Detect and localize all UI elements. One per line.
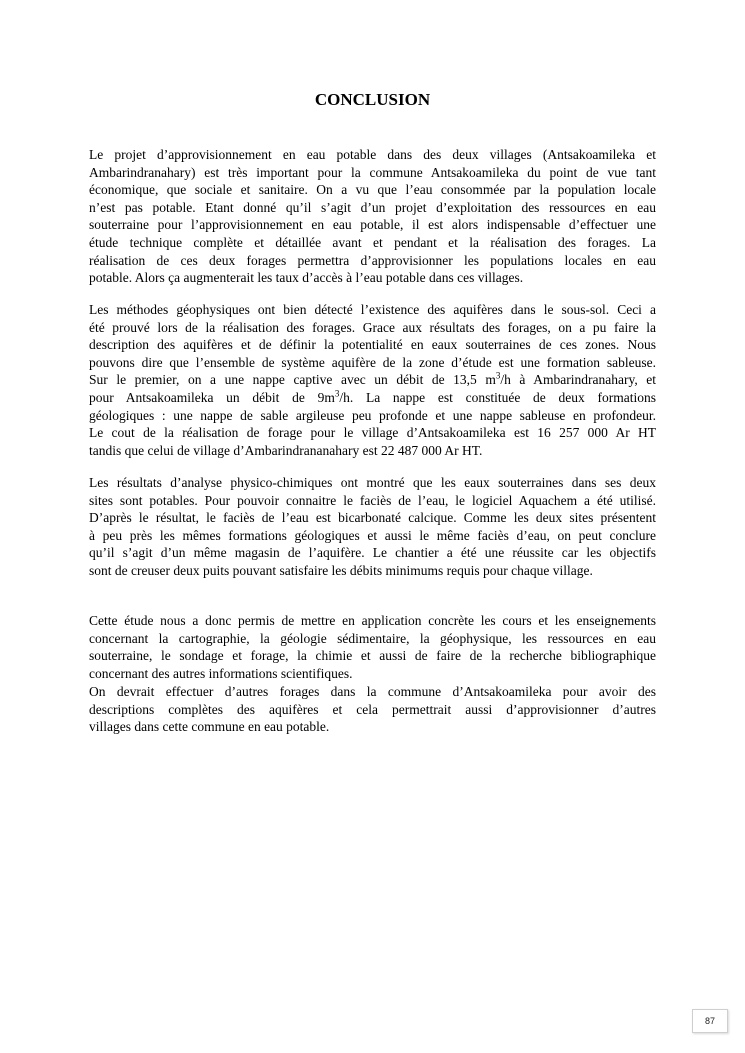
text-line: étude technique complète et détaillée avant et pendant et la réalisation des forages. La	[89, 234, 656, 250]
text-line: Les résultats d’analyse physico-chimiques ont montré que les eaux souterraines dans ses deux	[89, 475, 656, 490]
text-line: concernant la cartographie, la géologie sédimentaire, la géophysique, les ressources en eau	[89, 630, 656, 646]
paragraph-project-summary	[89, 146, 656, 287]
paragraph-recommendation	[89, 683, 656, 736]
text-line: n’est pas potable. Etant donné qu’il s’agit d’un projet d’exploitation des ressources en eau	[89, 199, 656, 215]
text-fragment: pour Antsakoamileka un débit de 9m	[89, 389, 335, 405]
text-line: réalisation de ces deux forages permettra d’approvisionner les populations locales en eau	[89, 252, 656, 268]
text-line: souterraine, le sondage et forage, la chimie et aussi de faire de la recherche bibliographique	[89, 648, 656, 664]
text-line: économique, que sociale et sanitaire. On a vu que l’eau consommée par la population locale	[89, 182, 656, 198]
text-line: tandis que celui de village d’Ambarindrananahary est 22 487 000 Ar HT.	[89, 442, 483, 458]
text-fragment: /h. La nappe est constituée de deux formations	[339, 389, 656, 405]
text-line: descriptions complètes des aquifères et cela permettrait aussi d’approvisionner d’autres	[89, 701, 656, 717]
superscript: 3	[334, 388, 340, 399]
text-line: D’après le résultat, le faciès de l’eau est bicarbonaté calcique. Comme les deux sites présentent	[89, 510, 656, 526]
text-line: Ambarindranahary) est très important pour la commune Antsakoamileka du point de vue tant	[89, 164, 656, 180]
paragraph-physico-chemical	[89, 474, 656, 580]
text-line: qu’il s’agit d’un même magasin de l’aquifère. Le chantier a été une réussite car les objectifs	[89, 545, 656, 561]
page-number: 87	[692, 1009, 728, 1033]
text-line: souterraine pour l’approvisionnement en eau potable, il est alors indispensable d’effectuer une	[89, 217, 656, 233]
text-line: géologiques : une nappe de sable argileuse peu profonde et une nappe sableuse en profondeur.	[89, 407, 656, 423]
text-fragment: Sur le premier, on a une nappe captive avec un débit de 13,5 m	[89, 372, 496, 388]
text-line: Le cout de la réalisation de forage pour le village d’Antsakoamileka est 16 257 000 Ar HT	[89, 425, 656, 441]
superscript: 3	[495, 370, 501, 381]
text-line: pouvons dire que l’ensemble de système aquifère de la zone d’étude est une formation sableuse.	[89, 354, 656, 370]
text-line: concernant des autres informations scientifiques.	[89, 665, 353, 681]
text-line: sites sont potables. Pour pouvoir connaitre le faciès de l’eau, le logiciel Aquachem a été utilisé.	[89, 492, 656, 508]
text-line: villages dans cette commune en eau potable.	[89, 719, 330, 735]
text-line: On devrait effectuer d’autres forages dans la commune d’Antsakoamileka pour avoir des	[89, 684, 656, 699]
page-title: CONCLUSION	[314, 90, 431, 109]
text-line-flow-rate-1	[89, 371, 656, 389]
paragraph-study-benefits	[89, 612, 656, 682]
text-line: Les méthodes géophysiques ont bien détecté l’existence des aquifères dans le sous-sol. Ceci a	[89, 302, 656, 317]
text-line: potable. Alors ça augmenterait les taux d’accès à l’eau potable dans ces villages.	[89, 270, 524, 286]
text-line: Le projet d’approvisionnement en eau potable dans des deux villages (Antsakoamileka et	[89, 147, 656, 162]
text-line: à peu près les mêmes formations géologiques et aussi le même faciès d’eau, on peut conclure	[89, 527, 656, 543]
paragraph-geophysics	[89, 301, 656, 459]
text-line-flow-rate-2	[89, 389, 656, 407]
text-line: Cette étude nous a donc permis de mettre en application concrète les cours et les enseignements	[89, 613, 656, 628]
text-line: sont de creuser deux puits pouvant satisfaire les débits minimums requis pour chaque village.	[89, 562, 593, 578]
text-fragment: /h à Ambarindranahary, et	[500, 372, 656, 388]
text-line: description des aquifères et de définir la potentialité en eaux souterraines de ces zones. Nous	[89, 337, 656, 353]
text-line: été prouvé lors de la réalisation des forages. Grace aux résultats des forages, on a pu faire la	[89, 319, 656, 335]
